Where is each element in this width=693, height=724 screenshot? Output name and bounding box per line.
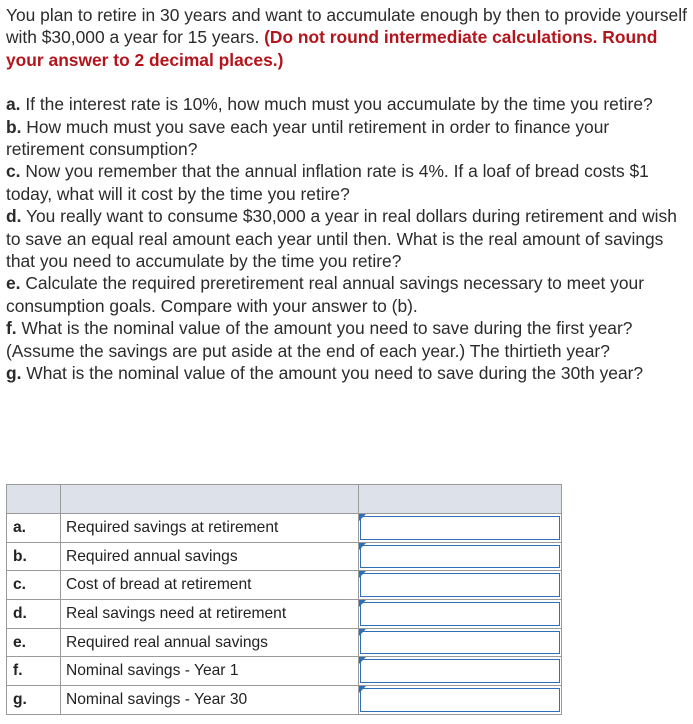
answer-cell: [359, 657, 562, 686]
answer-input-f[interactable]: [360, 659, 560, 683]
part-c: [6, 160, 690, 205]
table-row: [7, 542, 562, 571]
input-corner-marker-icon: [359, 514, 366, 521]
rounding-instruction: (Do not round intermediate calculations. Round your answer to 2 decimal places.): [6, 27, 658, 70]
part-b: [6, 116, 690, 161]
input-corner-marker-icon: [359, 629, 366, 636]
part-letter: a.: [6, 94, 21, 115]
input-corner-marker-icon: [359, 543, 366, 550]
row-letter: f.: [7, 657, 61, 686]
row-label: Cost of bread at retirement: [61, 571, 359, 600]
row-letter: e.: [7, 628, 61, 657]
part-text: If the interest rate is 10%, how much must you accumulate by the time you retire?: [20, 94, 653, 115]
answer-input-e[interactable]: [360, 631, 560, 655]
answer-table: [6, 484, 562, 715]
answer-cell: [359, 686, 562, 715]
answer-cell: [359, 571, 562, 600]
answer-cell: [359, 628, 562, 657]
table-row: [7, 686, 562, 715]
part-text: How much must you save each year until retirement in order to finance your retirement consumption?: [6, 116, 610, 160]
part-letter: g.: [6, 363, 22, 384]
row-letter: d.: [7, 600, 61, 629]
part-d: [6, 205, 690, 272]
input-corner-marker-icon: [359, 571, 366, 578]
input-corner-marker-icon: [359, 600, 366, 607]
table-row: [7, 628, 562, 657]
header-cell: [7, 485, 61, 514]
part-text: You really want to consume $30,000 a year in real dollars during retirement and wish to save an equal real amount each year until then. What is the real amount of savings that you need to accumulate by the time you retire?: [6, 206, 677, 272]
part-letter: e.: [6, 273, 21, 294]
part-letter: d.: [6, 206, 22, 227]
part-text: Calculate the required preretirement real annual savings necessary to meet your consumption goals. Compare with your answer to (b).: [6, 273, 645, 316]
answer-input-c[interactable]: [360, 573, 560, 597]
part-a: [6, 93, 690, 115]
answer-input-g[interactable]: [360, 688, 560, 712]
row-letter: c.: [7, 571, 61, 600]
part-text: What is the nominal value of the amount you need to save during the first year? (Assume the savings are put aside at the end of each year.) The thirtieth year?: [6, 318, 633, 361]
answer-cell: [359, 600, 562, 629]
question-text: [6, 4, 690, 385]
table-row: [7, 600, 562, 629]
answer-input-b[interactable]: [360, 545, 560, 569]
row-label: Nominal savings - Year 1: [61, 657, 359, 686]
input-corner-marker-icon: [359, 657, 366, 664]
header-cell: [61, 485, 359, 514]
row-label: Nominal savings - Year 30: [61, 686, 359, 715]
part-f: [6, 317, 690, 362]
part-letter: b.: [6, 116, 22, 137]
part-g: [6, 362, 690, 384]
answer-cell: [359, 542, 562, 571]
row-letter: b.: [7, 542, 61, 571]
header-cell: [359, 485, 562, 514]
table-row: [7, 514, 562, 543]
answer-cell: [359, 514, 562, 543]
intro-text: You plan to retire in 30 years and want to accumulate enough by then to provide yourself with $30,000 a year for 15 years.: [6, 5, 687, 48]
part-e: [6, 272, 690, 317]
answer-input-d[interactable]: [360, 602, 560, 626]
input-corner-marker-icon: [359, 686, 366, 693]
table-row: [7, 571, 562, 600]
row-label: Real savings need at retirement: [61, 600, 359, 629]
row-label: Required savings at retirement: [61, 514, 359, 543]
answer-input-a[interactable]: [360, 516, 560, 540]
row-label: Required annual savings: [61, 542, 359, 571]
part-text: Now you remember that the annual inflation rate is 4%. If a loaf of bread costs $1 today, what will it cost by the time you retire?: [6, 161, 649, 204]
row-letter: a.: [7, 514, 61, 543]
part-letter: c.: [6, 161, 21, 182]
table-row: [7, 657, 562, 686]
intro-paragraph: [6, 4, 690, 71]
part-letter: f.: [6, 318, 17, 339]
part-text: What is the nominal value of the amount you need to save during the 30th year?: [21, 363, 644, 384]
row-letter: g.: [7, 686, 61, 715]
row-label: Required real annual savings: [61, 628, 359, 657]
table-header-row: [7, 485, 562, 514]
